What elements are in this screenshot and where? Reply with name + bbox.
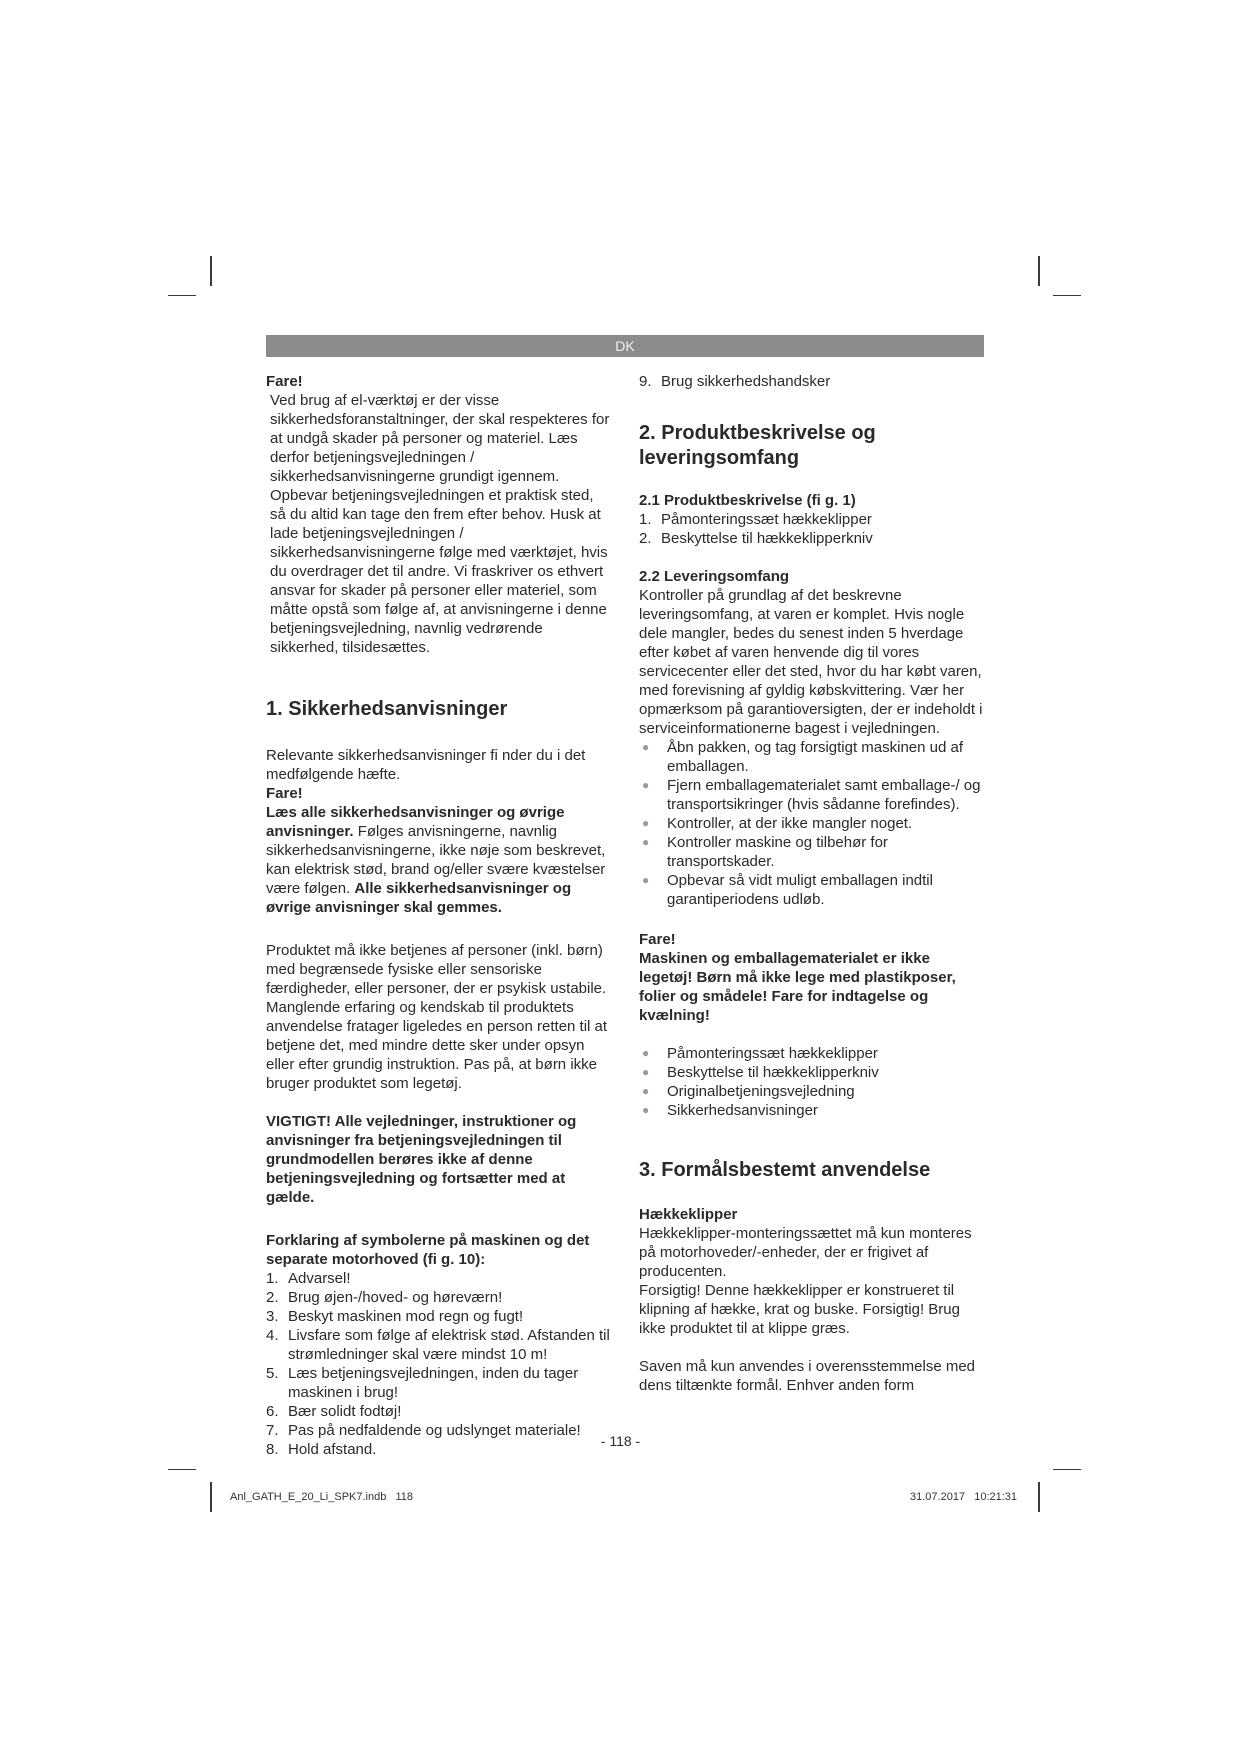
symbols-list-continued <box>639 372 984 391</box>
unpacking-steps-list <box>639 738 984 909</box>
right-column <box>639 372 984 1395</box>
section-2-2-heading: 2.2 Leveringsomfang <box>639 568 790 585</box>
list-item: 3. Beskyt maskinen mod regn og fugt! <box>266 1308 524 1325</box>
section-3-text-1: Hækkeklipper-monteringssættet må kun monteres på motorhoveder/-enheder, der er frigivet af producenten. <box>639 1225 972 1280</box>
language-header-bar <box>266 335 984 357</box>
footer-file-name: Anl_GATH_E_20_Li_SPK7.indb 118 <box>230 1491 414 1503</box>
symbols-list <box>266 1269 611 1459</box>
list-item: ● Opbevar så vidt muligt emballagen indtil garantiperiodens udløb. <box>642 872 933 908</box>
section-3-text-3: Saven må kun anvendes i overensstemmelse med dens tiltænkte formål. Enhver anden form <box>639 1358 976 1394</box>
list-item: 2. Beskyttelse til hækkeklipperkniv <box>639 530 873 547</box>
list-item: ● Sikkerhedsanvisninger <box>642 1102 818 1119</box>
list-item: ● Fjern emballagematerialet samt emballage-/ og transportsikringer (hvis sådanne forefindes). <box>642 777 981 813</box>
section-3-text-2: Forsigtig! Denne hækkeklipper er konstrueret til klipning af hække, krat og buske. Forsigtig! Brug ikke produktet til at klippe græs. <box>639 1282 960 1337</box>
list-item: 8. Hold afstand. <box>266 1441 377 1458</box>
product-parts-list <box>639 510 984 548</box>
crop-mark <box>168 1469 196 1470</box>
section-1-title: 1. Sikkerhedsanvisninger <box>266 698 508 720</box>
section-1-warning <box>266 803 611 917</box>
list-item: 9. Brug sikkerhedshandsker <box>639 373 831 390</box>
list-item: ● Beskyttelse til hækkeklipperkniv <box>642 1064 879 1081</box>
important-paragraph: VIGTIGT! Alle vejledninger, instruktioner og anvisninger fra betjeningsvejledningen til grundmodellen berøres ikke af denne betjeningsvejledning og fortsætter med at gælde. <box>266 1113 577 1206</box>
list-item: 7. Pas på nedfaldende og udslynget materiale! <box>266 1422 581 1439</box>
crop-mark <box>1053 295 1081 296</box>
crop-mark <box>1038 256 1040 286</box>
list-item: 2. Brug øjen-/hoved- og høreværn! <box>266 1289 503 1306</box>
left-column <box>266 372 611 1459</box>
warning-bold-tail: Alle sikkerhedsanvisninger og øvrige anvisninger skal gemmes. <box>266 880 572 916</box>
section-3-title: 3. Formålsbestemt anvendelse <box>639 1159 931 1181</box>
crop-mark <box>168 295 196 296</box>
section-1-warning-heading: Fare! <box>266 785 303 802</box>
list-item: ● Påmonteringssæt hækkeklipper <box>642 1045 878 1062</box>
list-item: 1. Påmonteringssæt hækkeklipper <box>639 511 872 528</box>
list-item: 5. Læs betjeningsvejledningen, inden du tager maskinen i brug! <box>266 1365 579 1401</box>
crop-mark <box>1053 1469 1081 1470</box>
warning-bold-lead: Læs alle sikkerhedsanvisninger og øvrige anvisninger. <box>266 804 565 840</box>
intro-warning-heading: Fare! <box>266 373 303 390</box>
footer-timestamp: 31.07.2017 10:21:31 <box>910 1491 1018 1503</box>
section-1-intro: Relevante sikkerhedsanvisninger fi nder du i det medfølgende hæfte. <box>266 747 586 783</box>
crop-mark <box>210 1482 212 1512</box>
section-3-sub-heading: Hækkeklipper <box>639 1206 738 1223</box>
list-item: 6. Bær solidt fodtøj! <box>266 1403 402 1420</box>
delivery-contents-list <box>639 1044 984 1120</box>
page-number: - 118 - <box>600 1433 641 1449</box>
list-item: ● Originalbetjeningsvejledning <box>642 1083 855 1100</box>
list-item: 1. Advarsel! <box>266 1270 351 1287</box>
warning-body: Følges anvisningerne, navnlig sikkerhedsanvisningerne, ikke nøje som beskrevet, kan elektrisk stød, brand og/eller svære kvæstelser være følgen. <box>266 823 606 897</box>
persons-paragraph: Produktet må ikke betjenes af personer (inkl. børn) med begrænsede fysiske eller sensoriske færdigheder, eller personer, der er psykisk ustabile. Manglende erfaring og kendskab til produktets anvendelse fratager ligeledes en person retten til at betjene det, med mindre dette sker under opsyn eller efter grundig instruktion. Pas på, at børn ikke bruger produktet som legetøj. <box>266 942 608 1092</box>
list-item: 4. Livsfare som følge af elektrisk stød. Afstanden til strømledninger skal være mindst 10 m! <box>266 1327 610 1363</box>
section-2-2-text: Kontroller på grundlag af det beskrevne leveringsomfang, at varen er komplet. Hvis nogle dele mangler, bedes du senest inden 5 hverdage efter købet af varen henvende dig til vores servicecenter eller det sted, hvor du har købt varen, med forevisning af gyldig købskvittering. Vær her opmærksom på garantioversigten, der er indeholdt i serviceinformationerne bagest i vejledningen. <box>639 587 983 737</box>
crop-mark <box>210 256 212 286</box>
list-item: ● Kontroller, at der ikke mangler noget. <box>642 815 913 832</box>
intro-warning-text: Ved brug af el-værktøj er der visse sikkerhedsforanstaltninger, der skal respekteres for at undgå skader på personer og materiel. Læs derfor betjeningsvejledningen / sikkerhedsanvisningerne grundigt igennem. Opbevar betjeningsvejledningen et praktisk sted, så du altid kan tage den frem efter behov. Husk at lade betjeningsvejledningen / sikkerhedsanvisningerne følge med værktøjet, hvis du overdrager det til andre. Vi fraskriver os ethvert ansvar for skader på personer eller materiel, som måtte opstå som følge af, at anvisningerne i denne betjeningsvejledning, navnlig vedrørende sikkerhed, tilsidesættes. <box>270 392 610 656</box>
danger-text: Maskinen og emballagematerialet er ikke legetøj! Børn må ikke lege med plastikposer, folier og smådele! Fare for indtagelse og kvælning! <box>639 950 956 1024</box>
section-2-title: 2. Produktbeskrivelse og leveringsomfang <box>639 422 876 469</box>
list-item: ● Åbn pakken, og tag forsigtigt maskinen ud af emballagen. <box>642 739 964 775</box>
danger-heading: Fare! <box>639 931 676 948</box>
section-2-1-heading: 2.1 Produktbeskrivelse (fi g. 1) <box>639 492 856 509</box>
list-item: ● Kontroller maskine og tilbehør for transportskader. <box>642 834 888 870</box>
symbols-heading: Forklaring af symbolerne på maskinen og det separate motorhoved (fi g. 10): <box>266 1232 590 1268</box>
language-code: DK <box>615 338 635 354</box>
crop-mark <box>1038 1482 1040 1512</box>
